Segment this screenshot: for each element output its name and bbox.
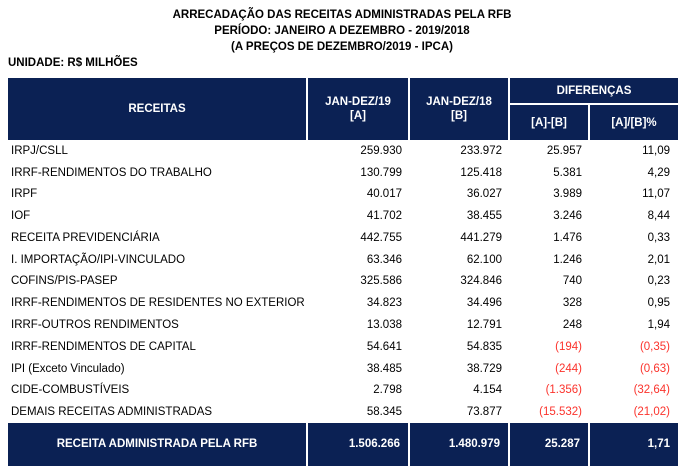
table-row bbox=[8, 401, 678, 423]
value-jan-dez-19: 41.702 bbox=[366, 210, 402, 223]
row-label: IRPJ/CSLL bbox=[11, 144, 68, 157]
footer-value-diff-abs: 25.287 bbox=[510, 423, 590, 466]
value-jan-dez-18: 125.418 bbox=[460, 166, 502, 179]
table-row bbox=[8, 162, 678, 184]
value-diff-abs: 328 bbox=[562, 297, 582, 310]
value-diff-pct: 11,07 bbox=[642, 188, 670, 201]
value-jan-dez-19: 325.586 bbox=[360, 275, 402, 288]
value-diff-abs: (194) bbox=[555, 340, 582, 353]
table-row bbox=[8, 184, 678, 206]
header-jan-dez-18-line1: JAN-DEZ/18 bbox=[426, 96, 492, 108]
value-diff-pct: (21,02) bbox=[633, 406, 670, 419]
value-jan-dez-19: 40.017 bbox=[366, 188, 402, 201]
value-diff-pct: 1,94 bbox=[647, 319, 670, 331]
header-jan-dez-19 bbox=[308, 78, 410, 140]
row-label: IRPF bbox=[11, 188, 38, 201]
table-body bbox=[8, 140, 678, 423]
value-jan-dez-18: 38.729 bbox=[466, 362, 502, 375]
table-row bbox=[8, 227, 678, 249]
header-diff-pct: [A]/[B]% bbox=[590, 105, 678, 140]
value-diff-abs: 25.957 bbox=[546, 144, 582, 157]
value-jan-dez-19: 63.346 bbox=[366, 253, 402, 266]
value-jan-dez-18: 4.154 bbox=[473, 384, 502, 397]
table-row bbox=[8, 249, 678, 271]
row-label: COFINS/PIS-PASEP bbox=[11, 275, 118, 288]
revenue-table bbox=[8, 78, 678, 466]
value-jan-dez-19: 54.641 bbox=[366, 340, 402, 353]
row-label: IRRF-OUTROS RENDIMENTOS bbox=[11, 319, 179, 331]
footer-label: RECEITA ADMINISTRADA PELA RFB bbox=[8, 423, 308, 466]
value-jan-dez-19: 2.798 bbox=[373, 384, 402, 397]
row-label: RECEITA PREVIDENCIÁRIA bbox=[11, 231, 160, 244]
value-jan-dez-19: 259.930 bbox=[360, 144, 402, 157]
value-jan-dez-19: 58.345 bbox=[366, 406, 402, 419]
value-diff-abs: (1.356) bbox=[545, 384, 582, 397]
header-diferencas: DIFERENÇAS bbox=[510, 78, 678, 105]
row-label: IRRF-RENDIMENTOS DE RESIDENTES NO EXTERIOR bbox=[11, 297, 305, 310]
value-diff-abs: (15.532) bbox=[539, 406, 582, 419]
unit-label: UNIDADE: R$ MILHÕES bbox=[8, 57, 138, 69]
value-jan-dez-18: 324.846 bbox=[460, 275, 502, 288]
value-diff-pct: 0,33 bbox=[647, 231, 670, 244]
footer-value-jan-dez-18: 1.480.979 bbox=[410, 423, 510, 466]
value-diff-pct: 11,09 bbox=[642, 144, 670, 157]
header-receitas: RECEITAS bbox=[8, 78, 308, 140]
title-line-3: (A PREÇOS DE DEZEMBRO/2019 - IPCA) bbox=[231, 41, 453, 53]
title-line-1: ARRECADAÇÃO DAS RECEITAS ADMINISTRADAS PELA RFB bbox=[172, 9, 512, 21]
value-diff-abs: 3.989 bbox=[553, 188, 582, 201]
table-row bbox=[8, 358, 678, 380]
value-jan-dez-19: 34.823 bbox=[366, 297, 402, 310]
value-jan-dez-18: 54.835 bbox=[466, 340, 502, 353]
value-jan-dez-18: 233.972 bbox=[460, 144, 502, 157]
header-jan-dez-19-line1: JAN-DEZ/19 bbox=[325, 96, 391, 108]
footer-value-diff-pct: 1,71 bbox=[590, 423, 678, 466]
value-diff-abs: 3.246 bbox=[553, 210, 582, 223]
value-jan-dez-19: 13.038 bbox=[366, 319, 402, 331]
footer-value-jan-dez-19: 1.506.266 bbox=[308, 423, 410, 466]
title-line-2: PERÍODO: JANEIRO A DEZEMBRO - 2019/2018 bbox=[214, 25, 470, 37]
value-jan-dez-18: 62.100 bbox=[466, 253, 502, 266]
report-title bbox=[0, 0, 684, 55]
row-label: IRRF-RENDIMENTOS DO TRABALHO bbox=[11, 166, 212, 179]
value-diff-pct: (0,63) bbox=[639, 362, 670, 375]
value-diff-pct: 8,44 bbox=[647, 210, 670, 223]
header-jan-dez-18 bbox=[410, 78, 510, 140]
table-row bbox=[8, 379, 678, 401]
header-jan-dez-18-line2: [B] bbox=[451, 110, 467, 122]
value-jan-dez-18: 73.877 bbox=[466, 406, 502, 419]
value-jan-dez-18: 38.455 bbox=[466, 210, 502, 223]
value-diff-abs: (244) bbox=[555, 362, 582, 375]
table-row bbox=[8, 336, 678, 358]
row-label: IPI (Exceto Vinculado) bbox=[11, 362, 125, 375]
value-diff-pct: 2,01 bbox=[647, 253, 670, 266]
row-label: CIDE-COMBUSTÍVEIS bbox=[11, 384, 130, 397]
header-jan-dez-19-line2: [A] bbox=[350, 110, 366, 122]
value-diff-pct: (32,64) bbox=[633, 384, 670, 397]
table-row bbox=[8, 140, 678, 162]
row-label: IOF bbox=[11, 210, 31, 223]
value-diff-abs: 5.381 bbox=[553, 166, 582, 179]
table-row bbox=[8, 271, 678, 293]
table-row bbox=[8, 205, 678, 227]
value-diff-pct: 0,23 bbox=[647, 275, 670, 288]
value-diff-abs: 1.476 bbox=[553, 231, 582, 244]
value-jan-dez-19: 130.799 bbox=[360, 166, 402, 179]
value-diff-abs: 248 bbox=[562, 319, 582, 331]
value-jan-dez-18: 34.496 bbox=[466, 297, 502, 310]
header-diff-abs: [A]-[B] bbox=[510, 105, 590, 140]
value-jan-dez-18: 441.279 bbox=[460, 231, 502, 244]
value-diff-abs: 740 bbox=[562, 275, 582, 288]
table-footer-row bbox=[8, 423, 678, 466]
row-label: I. IMPORTAÇÃO/IPI-VINCULADO bbox=[11, 253, 186, 266]
value-jan-dez-18: 12.791 bbox=[466, 319, 502, 331]
row-label: IRRF-RENDIMENTOS DE CAPITAL bbox=[11, 340, 196, 353]
value-diff-pct: 4,29 bbox=[647, 166, 670, 179]
table-header bbox=[8, 78, 678, 140]
value-jan-dez-18: 36.027 bbox=[466, 188, 502, 201]
row-label: DEMAIS RECEITAS ADMINISTRADAS bbox=[11, 406, 213, 419]
value-diff-abs: 1.246 bbox=[553, 253, 582, 266]
value-diff-pct: 0,95 bbox=[647, 297, 670, 310]
table-row bbox=[8, 314, 678, 336]
value-jan-dez-19: 442.755 bbox=[360, 231, 402, 244]
table-row bbox=[8, 292, 678, 314]
value-jan-dez-19: 38.485 bbox=[366, 362, 402, 375]
value-diff-pct: (0,35) bbox=[639, 340, 670, 353]
